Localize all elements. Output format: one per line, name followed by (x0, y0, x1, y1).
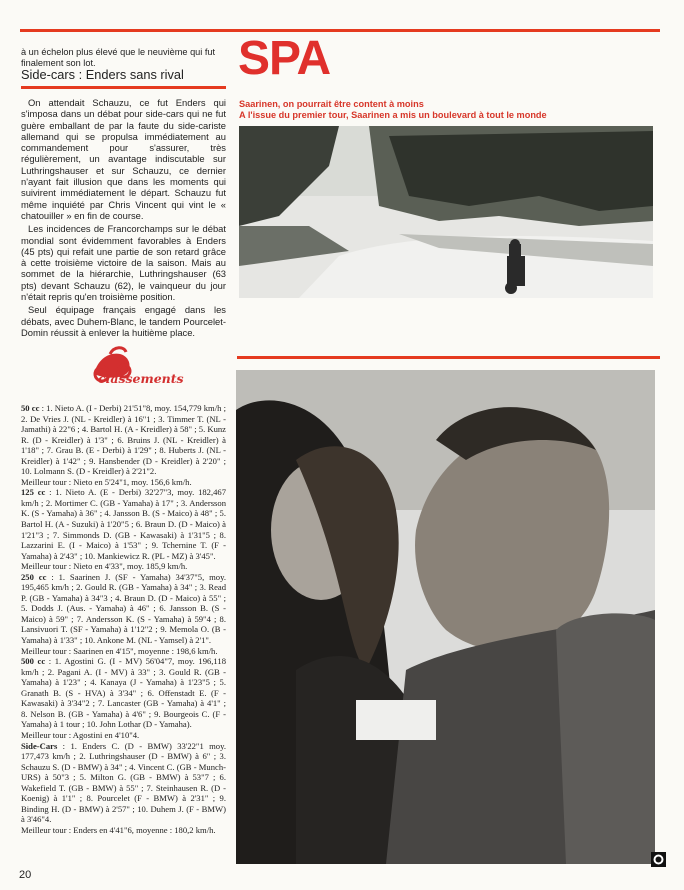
section-title-rule (21, 86, 226, 89)
intro-text: à un échelon plus élevé que le neuvième qui fut finalement son lot. (21, 47, 216, 69)
result-entry: Side-Cars : 1. Enders C. (D - BMW) 33'22"1 moy. 177,473 km/h ; 2. Luthringshauser (D - BMW) à 6" ; 3. Schauzu S. (D - BMW) à 34" ; 4. Vincent C. (GB - Munch-URS) à 50"3 ; 5. Milton G. (GB - BMW) à 53"7 ; 6. Wakefield T. (GB - BMW) à 55" ; 7. Steinhausen R. (D - Koenig) à 1'1" ; 8. Pourcelet (F - BMW) à 2'31" ; 9. Binding H. (D - BMW) à 2'57" ; 10. Duhem J. (F - BMW) à 3'46"4. (21, 740, 226, 825)
photo-caption (239, 99, 659, 121)
results-list (21, 403, 226, 835)
result-entry: Meilleur tour : Agostini en 4'10"4. (21, 729, 140, 740)
corner-mark-icon (651, 852, 666, 867)
top-red-rule (20, 29, 660, 32)
race-track-photo (239, 126, 653, 298)
result-entry: Meilleur tour : Enders en 4'41"6, moyenne : 180,2 km/h. (21, 824, 216, 835)
caption-line: Saarinen, on pourrait être content à moins (239, 99, 424, 109)
body-paragraph: Les incidences de Francorchamps sur le débat mondial sont évidemment favorables à Enders (45 pts) qui refait une partie de son retard grâce à cette troisième victoire de la saison. Mais au sommet de la hiérarchie, Luthringshauser (63 pts) devant Schauzu (62), le vainqueur du jour n'était repris qu'en troisième position. (21, 223, 226, 303)
page-number: 20 (19, 869, 32, 881)
classements-logo-text: classements (98, 371, 184, 386)
riders-portrait-photo (236, 370, 655, 864)
result-entry: 125 cc : 1. Nieto A. (E - Derbi) 32'27"3, moy. 182,467 km/h ; 2. Mortimer C. (GB - Yamaha) à 17" ; 3. Andersson K. (S - Yamaha) à 36" ; 4. Jansson B. (S - Maico) à 48" ; 5. Bartol H. (A - Suzuki) à 1'20"5 ; 6. Braun D. (D - Maico) à 1'21"3 ; 7. Simmonds D. (GB - Kawasaki) à 1'31"5 ; 8. Lazzarini E. (I - Maico) à 1'53" ; 9. Tchernine T. (F - Yamaha) à 2'43" ; 10. Mankiewicz R. (PL - MZ) à 3'45". (21, 487, 226, 561)
headline: SPA (238, 32, 331, 85)
result-entry: 250 cc : 1. Saarinen J. (SF - Yamaha) 34'37"5, moy. 195,465 km/h ; 2. Gould R. (GB - Yamaha) à 34" ; 3. Read P. (GB - Yamaha) à 34"3 ; 4. Braun D. (D - Maico) à 55" ; 5. Dodds J. (Aus. - Yamaha) à 46" ; 6. Jansson B. (S - Maico) à 59" ; 7. Andersson K. (S - Yamaha) à 59"4 ; 8. Lansivuori T. (SF - Yamaha) à 1'12"2 ; 9. Memola O. (B - Yamaha) à 1'33" ; 10. Ankone M. (NL - Yamsel) à 2'1". (21, 571, 226, 646)
body-paragraph: On attendait Schauzu, ce fut Enders qui s'imposa dans un débat pour side-cars qui ne fut guère emballant de par la faute du side-cariste allemand qui se propulsa immédiatement au commandement pour s'assurer, très régulièrement, un avantage indiscutable sur Luthringshauser et sur Schauzu, ce dernier n'ayant fait illusion que dans les moments qui suivirent immédiatement le départ. Schauzu fut même inquiété par Chris Vincent qui vint le « chatouiller » en fin de course. (21, 97, 226, 221)
result-entry: 50 cc : 1. Nieto A. (I - Derbi) 21'51"8, moy. 154,779 km/h ; 2. De Vries J. (NL - Kreidler) à 16"1 ; 3. Timmer T. (NL - Jamathi) à 22"6 ; 4. Bartol H. (A - Kreidler) à 58" ; 5. Kunz R. (D - Kreidler) à 1'3" ; 6. Bruins J. (NL - Kreidler) à 1'18" ; 7. Grau B. (E - Derbi) à 1'29" ; 8. Huberts J. (NL - Kreidler) à 1'42" ; 9. Hansbender (D - Kreidler) à 2'20" ; 10. Lolmann S. (D - Kreidler) à 2'21"2. (21, 403, 226, 477)
article-body (21, 97, 226, 340)
result-entry: 500 cc : 1. Agostini G. (I - MV) 56'04"7, moy. 196,118 km/h ; 2. Pagani A. (I - MV) à 33" ; 3. Gould R. (GB - Yamaha) à 1'23" ; 4. Kanaya (J - Yamaha) à 1'23"5 ; 5. Granath B. (S - HVA) à 3'34" ; 6. Offenstadt E. (F - Kawasaki) à 3'34"2 ; 7. Lancaster (GB - Yamaha) à 4'1" ; 8. Nelson B. (GB - Yamaha) à 4'6" ; 9. Bourgeois C. (F - Yamaha) à 1 tour ; 10. John Lothar (D - Yamaha). (21, 656, 227, 730)
result-entry: Meilleur tour : Nieto en 5'24"1, moy. 156,6 km/h. (21, 476, 192, 487)
mid-red-rule (237, 356, 660, 359)
body-paragraph: Seul équipage français engagé dans les débats, avec Duhem-Blanc, le tandem Pourcelet-Domin réussit à enlever la huitième place. (21, 304, 226, 338)
section-title: Side-cars : Enders sans rival (21, 67, 184, 82)
result-entry: Meilleur tour : Nieto en 4'33", moy. 185,9 km/h. (21, 561, 188, 572)
caption-line: A l'issue du premier tour, Saarinen a mis un boulevard à tout le monde (239, 110, 547, 120)
result-entry: Meilleur tour : Saarinen en 4'15", moyenne : 198,6 km/h. (21, 645, 218, 656)
